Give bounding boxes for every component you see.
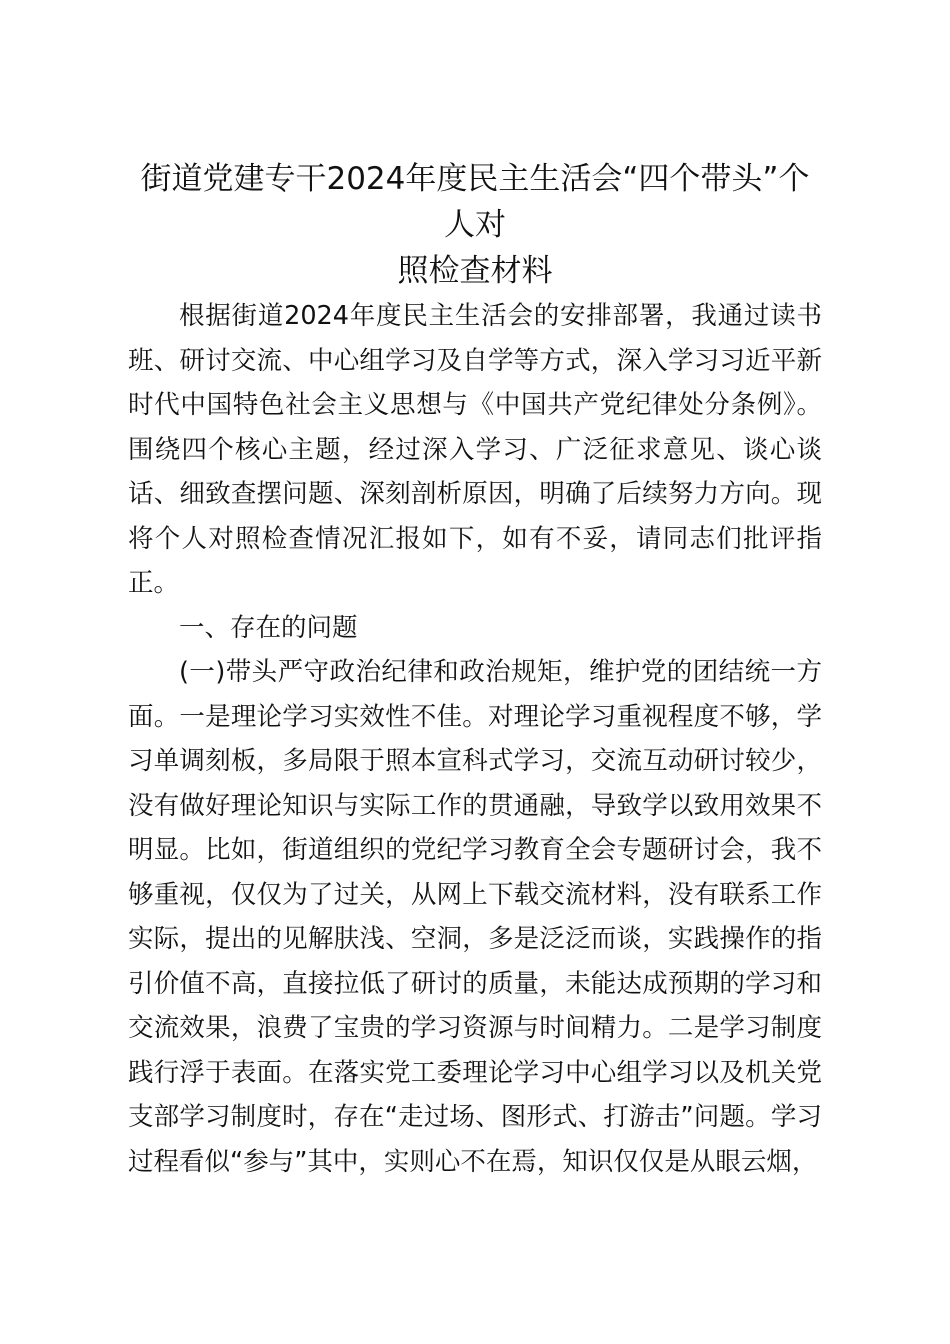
title-line-2: 照检查材料 <box>397 253 553 289</box>
document-page <box>128 152 822 1184</box>
body-paragraph: (一)带头严守政治纪律和政治规矩，维护党的团结统一方面。一是理论学习实效性不佳。对理论学习重视程度不够，学习单调刻板，多局限于照本宣科式学习，交流互动研讨较少，没有做好理论知识与实际工作的贯通融，导致学以致用效果不明显。比如，街道组织的党纪学习教育全会专题研讨会，我不够重视，仅仅为了过关，从网上下载交流材料，没有联系工作实际，提出的见解肤浅、空洞，多是泛泛而谈，实践操作的指引价值不高，直接拉低了研讨的质量，未能达成预期的学习和交流效果，浪费了宝贵的学习资源与时间精力。二是学习制度践行浮于表面。在落实党工委理论学习中心组学习以及机关党支部学习制度时，存在“走过场、图形式、打游击”问题。学习过程看似“参与”其中，实则心不在焉，知识仅仅是从眼云烟， <box>128 657 822 1177</box>
title-line-1: 街道党建专干2024年度民主生活会“四个带头”个人对 <box>140 161 810 243</box>
intro-paragraph: 根据街道2024年度民主生活会的安排部署，我通过读书班、研讨交流、中心组学习及自学等方式，深入学习习近平新时代中国特色社会主义思想与《中国共产党纪律处分条例》。围绕四个核心主题，经过深入学习、广泛征求意见、谈心谈话、细致查摆问题、深刻剖析原因，明确了后续努力方向。现将个人对照检查情况汇报如下，如有不妥，请同志们批评指正。 <box>128 301 822 598</box>
section-heading: 一、存在的问题 <box>179 612 358 643</box>
document-title <box>128 156 822 294</box>
